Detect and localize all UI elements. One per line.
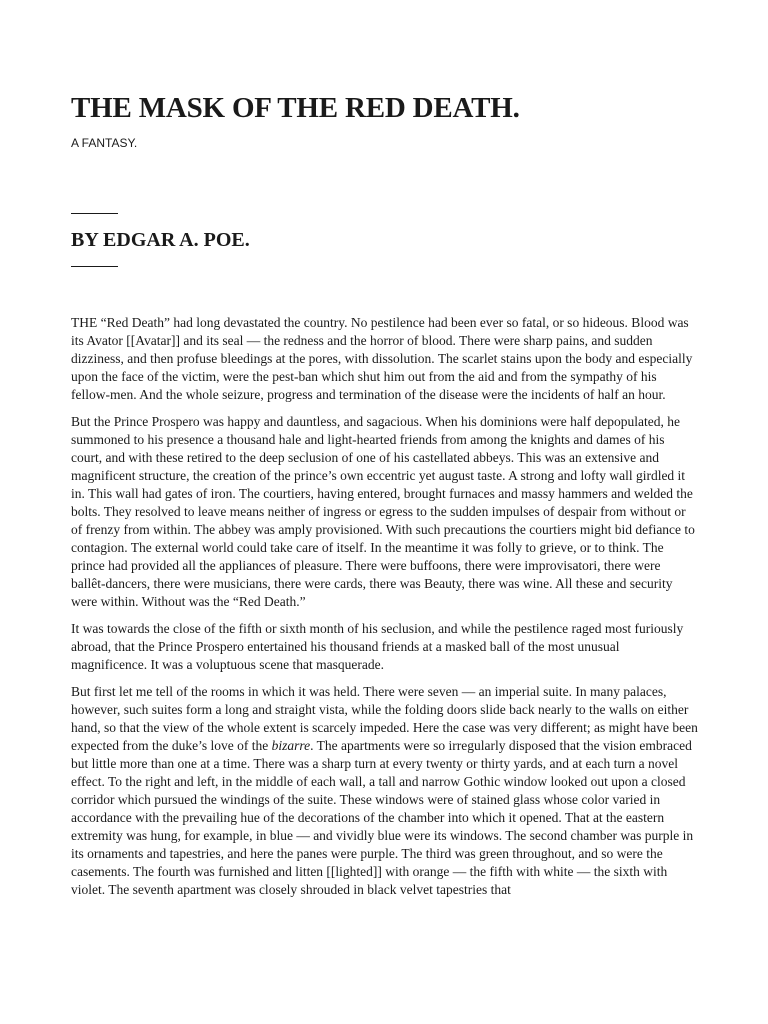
author-byline: BY EDGAR A. POE. — [71, 229, 250, 251]
divider-top — [71, 213, 118, 214]
document-subtitle: A FANTASY. — [71, 136, 138, 150]
paragraph-4 — [71, 683, 698, 899]
divider-bottom — [71, 266, 118, 267]
italic-word: bizarre — [271, 738, 311, 753]
paragraph-1: THE “Red Death” had long devastated the country. No pestilence had been ever so fatal, or so hideous. Blood was its Avator [[Avatar]] and its seal — the redness and the horror of blood. There were sharp pains, and sudden dizziness, and then profuse bleedings at the pores, with dissolution. The scarlet stains upon the body and especially upon the face of the victim, were the pest-ban which shut him out from the aid and from the sympathy of his fellow-men. And the whole seizure, progress and termination of the disease were the incidents of half an hour. — [71, 315, 693, 402]
story-body — [71, 314, 698, 908]
paragraph-3: It was towards the close of the fifth or sixth month of his seclusion, and while the pestilence raged most furiously abroad, that the Prince Prospero entertained his thousand friends at a masked ball of the most unusual magnificence. It was a voluptuous scene that masquerade. — [71, 621, 684, 672]
paragraph-4-part-2: . The apartments were so irregularly disposed that the vision embraced but little more than one at a time. There was a sharp turn at every twenty or thirty yards, and at each turn a novel effect. To the right and left, in the middle of each wall, a tall and narrow Gothic window looked out upon a closed corridor which pursued the windings of the suite. These windows were of stained glass whose color varied in accordance with the prevailing hue of the decorations of the chamber into which it opened. That at the eastern extremity was hung, for example, in blue — and vividly blue were its windows. The second chamber was purple in its ornaments and tapestries, and here the panes were purple. The third was green throughout, and so were the casements. The fourth was furnished and litten [[lighted]] with orange — the fifth with white — the sixth with violet. The seventh apartment was closely shrouded in black velvet tapestries that — [71, 738, 694, 897]
paragraph-2: But the Prince Prospero was happy and dauntless, and sagacious. When his dominions were half depopulated, he summoned to his presence a thousand hale and light-hearted friends from among the knights and dames of his court, and with these retired to the deep seclusion of one of his castellated abbeys. This was an extensive and magnificent structure, the creation of the prince’s own eccentric yet august taste. A strong and lofty wall girdled it in. This wall had gates of iron. The courtiers, having entered, brought furnaces and massy hammers and welded the bolts. They resolved to leave means neither of ingress or egress to the sudden impulses of despair from without or of frenzy from within. The abbey was amply provisioned. With such precautions the courtiers might bid defiance to contagion. The external world could take care of itself. In the meantime it was folly to grieve, or to think. The prince had provided all the appliances of pleasure. There were buffoons, there were improvisatori, there were ballêt-dancers, there were musicians, there were cards, there was Beauty, there was wine. All these and security were within. Without was the “Red Death.” — [71, 414, 695, 609]
document-title: THE MASK OF THE RED DEATH. — [71, 92, 520, 124]
paragraph-4-part-1: But first let me tell of the rooms in which it was held. There were seven — an imperial suite. In many palaces, however, such suites form a long and straight vista, while the folding doors slide back nearly to the walls on either hand, so that the view of the whole extent is scarcely impeded. Here the case was very different; as might have been expected from the duke’s love of the — [71, 684, 698, 753]
